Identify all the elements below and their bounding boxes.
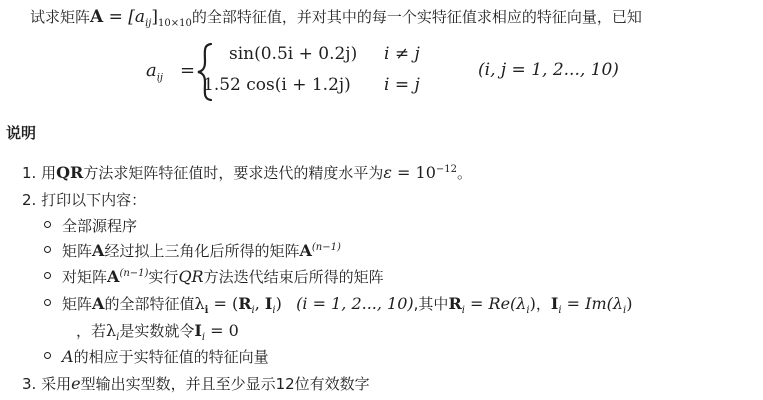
e-format-symbol: e bbox=[71, 374, 81, 393]
epsilon-symbol: ε bbox=[383, 163, 392, 182]
problem-statement bbox=[30, 6, 642, 29]
math-text: ) bbox=[626, 294, 633, 313]
math-text: ) bbox=[529, 294, 536, 313]
case1-condition: i ≠ j bbox=[384, 44, 420, 64]
precision-value: = 10 bbox=[391, 163, 436, 182]
item-text: 对矩阵 bbox=[62, 268, 108, 286]
precision-exponent: −12 bbox=[435, 164, 457, 175]
item-text: 打印以下内容： bbox=[41, 191, 147, 209]
real-part-symbol: R bbox=[448, 294, 462, 313]
formula-lhs: $a_{ij}$ bbox=[146, 60, 164, 84]
bullet-icon bbox=[44, 299, 51, 306]
lambda-symbol: λ bbox=[194, 294, 205, 313]
subscript: i bbox=[116, 332, 120, 343]
bullet-icon bbox=[44, 246, 51, 253]
subscript: i bbox=[272, 305, 276, 316]
math-text: = Re(λ bbox=[464, 294, 527, 313]
matrix-symbol: A bbox=[90, 7, 104, 27]
item-text: 的全部特征值 bbox=[104, 295, 195, 313]
bullet-icon bbox=[44, 352, 51, 359]
item-text: 经过拟上三角化后所得的矩阵 bbox=[104, 242, 300, 260]
item-text: 。 bbox=[457, 164, 473, 182]
item-text: 采用 bbox=[41, 375, 72, 393]
subscript: i bbox=[526, 305, 530, 316]
qr-symbol: QR bbox=[56, 163, 84, 182]
intro-equals: = bbox=[103, 7, 129, 27]
matrix-symbol: A bbox=[92, 241, 105, 260]
math-text: = Im(λ bbox=[561, 294, 624, 313]
matrix-symbol: A bbox=[299, 241, 312, 260]
formula-eq: = bbox=[180, 60, 196, 81]
item-text: 是实数就令 bbox=[119, 322, 195, 340]
intro-bracket-close: ] bbox=[151, 7, 159, 27]
math-text: = ( bbox=[208, 294, 239, 313]
math-text: ) bbox=[275, 294, 282, 313]
sub-item-eigenvalues bbox=[62, 293, 632, 316]
item-text: 实行 bbox=[148, 268, 179, 286]
index-range: (i, j = 1, 2..., 10) bbox=[478, 60, 619, 80]
superscript: (n−1) bbox=[119, 268, 149, 279]
case2-expression: 1.52 cos(i + 1.2j) bbox=[203, 75, 351, 95]
intro-element-sub: ij bbox=[145, 18, 152, 29]
imag-part-symbol: I bbox=[194, 321, 202, 340]
real-part-symbol: R bbox=[238, 294, 252, 313]
item-number: 3. bbox=[22, 375, 37, 393]
item-text: 用 bbox=[41, 164, 57, 182]
item-text: 型输出实型数，并且至少显示12位有效数字 bbox=[80, 375, 370, 393]
item-text: 矩阵 bbox=[62, 242, 93, 260]
sub-item-source bbox=[62, 215, 137, 236]
item-text: 全部源程序 bbox=[62, 217, 138, 235]
superscript: (n−1) bbox=[311, 242, 341, 253]
intro-element: [a bbox=[128, 7, 146, 27]
item-text: ，若 bbox=[76, 322, 107, 340]
math-text: = 0 bbox=[205, 321, 239, 340]
item-text: ,其中 bbox=[413, 295, 449, 313]
item-number: 2. bbox=[22, 191, 37, 209]
item-text: 矩阵 bbox=[62, 295, 93, 313]
subscript: i bbox=[623, 305, 627, 316]
item-text: 的相应于实特征值的特征向量 bbox=[73, 348, 269, 366]
item-text: ， bbox=[535, 295, 551, 313]
list-item-3 bbox=[22, 373, 370, 394]
matrix-symbol: A bbox=[62, 347, 74, 366]
subscript: i bbox=[461, 305, 465, 316]
qr-symbol: QR bbox=[178, 267, 204, 286]
intro-suffix: 的全部特征值，并对其中的每一个实特征值求相应的特征向量，已知 bbox=[191, 8, 642, 26]
matrix-symbol: A bbox=[107, 267, 120, 286]
index-range: (i = 1, 2..., 10) bbox=[296, 294, 414, 313]
list-item-1 bbox=[22, 162, 472, 183]
sub-item-qr-result bbox=[62, 266, 384, 287]
sub-item-eigenvalues-continued bbox=[76, 320, 239, 343]
sub-item-eigenvectors bbox=[62, 346, 269, 367]
subscript: i bbox=[204, 305, 209, 316]
lambda-symbol: λ bbox=[106, 321, 117, 340]
matrix-symbol: A bbox=[92, 294, 105, 313]
subscript: i bbox=[251, 305, 255, 316]
list-item-2 bbox=[22, 189, 146, 210]
case1-expression: sin(0.5i + 0.2j) bbox=[229, 44, 358, 64]
item-number: 1. bbox=[22, 164, 37, 182]
section-heading: 说明 bbox=[6, 124, 37, 142]
case2-condition: i = j bbox=[384, 75, 420, 95]
intro-prefix: 试求矩阵 bbox=[30, 8, 91, 26]
bullet-icon bbox=[44, 221, 51, 228]
item-text: 方法迭代结束后所得的矩阵 bbox=[203, 268, 384, 286]
bullet-icon bbox=[44, 272, 51, 279]
item-text: 方法求矩阵特征值时，要求迭代的精度水平为 bbox=[83, 164, 384, 182]
intro-dim-sub: 10×10 bbox=[158, 18, 192, 29]
subscript: i bbox=[201, 332, 206, 343]
subscript: i bbox=[558, 305, 562, 316]
imag-part-symbol: I bbox=[550, 294, 559, 313]
imag-part-symbol: I bbox=[264, 294, 273, 313]
piecewise-formula bbox=[146, 42, 626, 102]
math-text: , bbox=[254, 294, 265, 313]
sub-item-hessenberg bbox=[62, 240, 341, 261]
